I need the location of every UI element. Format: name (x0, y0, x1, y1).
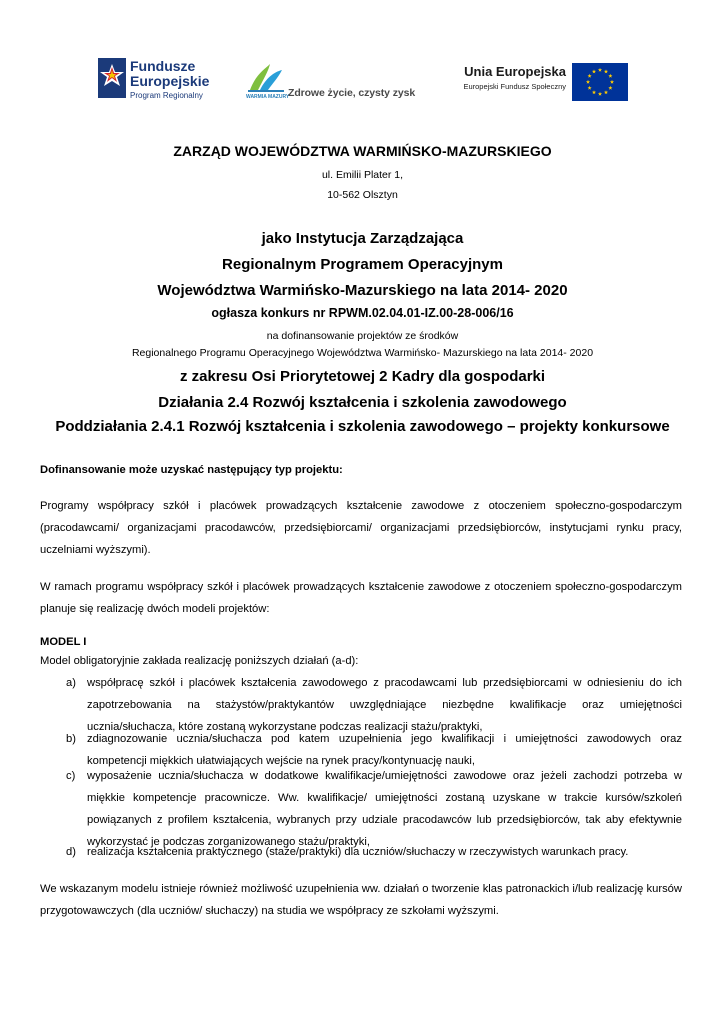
list-item-text: wyposażenie ucznia/słuchacza w dodatkowe kwalifikacje/umiejętności zawodowe oraz jeżeli zachodzi potrzeba w miękkie kompetencje pracownicze. Ww. kwalifikacje/ umiejętności zostaną uzyskane w trakcie kursów/szkoleń powiązanych z profilem kształcenia, wybranych przy udziale pracodawców lub przedsiębiorców, tak aby efektywnie wykorzystać je podczas zorganizowanego stażu/praktyki, (87, 770, 682, 848)
program-title-line1: Regionalnym Programem Operacyjnym (222, 256, 503, 273)
funding-heading: Dofinansowanie może uzyskać następujący typ projektu: (40, 464, 343, 476)
fundusze-europejskie-logo (96, 56, 216, 102)
warmia-mazury-logo (246, 60, 290, 104)
warmia-mazury-name: WARMIA MAZURY (246, 94, 290, 100)
organization-name: ZARZĄD WOJEWÓDZTWA WARMIŃSKO-MAZURSKIEGO (173, 143, 552, 159)
eu-flag-icon (572, 63, 628, 101)
warmia-mazury-icon (246, 60, 286, 96)
warmia-mazury-tagline: Zdrowe życie, czysty zysk (288, 87, 416, 99)
unia-europejska-logo (454, 62, 630, 100)
ue-title: Unia Europejska (464, 64, 566, 79)
list-item (66, 841, 682, 863)
paragraph-project-type: Programy współpracy szkół i placówek prowadzących kształcenie zawodowe z otoczeniem społeczno-gospodarczym (pracodawcami/ organizacjami pracodawców, przedsiębiorcami/ organizacjami przedsiębiorców, instytucjami rynku pracy, uczelniami wyższymi). (40, 500, 682, 556)
fe-subtitle: Program Regionalny (130, 91, 203, 100)
logo-bar (0, 54, 725, 104)
funding-line2: Regionalnego Programu Operacyjnego Województwa Warmińsko- Mazurskiego na lata 2014- 2020 (131, 347, 594, 359)
list-item-text: współpracę szkół i placówek kształcenia zawodowego z pracodawcami lub przedsiębiorcami w odniesieniu do ich zapotrzebowania na stażystów/praktykantów uwzględniające niezbędne kwalifikacje oraz umiejętności ucznia/słuchacza, które zostaną wykorzystane podczas realizacji stażu/praktyki, (87, 677, 682, 733)
model-intro: Model obligatoryjnie zakłada realizację poniższych działań (a-d): (40, 655, 359, 667)
list-item-marker: a) (66, 677, 76, 689)
list-item-marker: c) (66, 770, 76, 782)
fe-title-line2: Europejskie (130, 73, 210, 89)
fe-star-icon (96, 56, 128, 100)
list-item (66, 765, 682, 853)
submeasure-title: Poddziałania 2.4.1 Rozwój kształcenia i szkolenia zawodowego – projekty konkursowe (55, 418, 670, 435)
paragraph-models: W ramach programu współpracy szkół i placówek prowadzących kształcenie zawodowe z otoczeniem społeczno-gospodarczym planuje się realizację dwóch modeli projektów: (40, 581, 682, 615)
list-item-text: zdiagnozowanie ucznia/słuchacza pod katem uzupełnienia jego kwalifikacji i umiejętności zawodowych oraz kompetencji miękkich ułatwiających wejście na rynek pracy/kontynuację nauki, (87, 733, 682, 767)
competition-number: ogłasza konkurs nr RPWM.02.04.01-IZ.00-28-006/16 (211, 306, 514, 320)
paragraph-additional: We wskazanym modelu istnieje również możliwość uzupełnienia ww. działań o tworzenie klas patronackich i/lub realizację kursów przygotowawczych (dla uczniów/ słuchaczy) na studia we współpracy ze szkołami wyższymi. (40, 883, 682, 917)
ue-subtitle: Europejski Fundusz Społeczny (463, 82, 566, 91)
program-title-line2: Województwa Warmińsko-Mazurskiego na lata 2014- 2020 (157, 282, 568, 299)
address-city: 10-562 Olsztyn (327, 189, 398, 201)
funding-line1: na dofinansowanie projektów ze środków (266, 330, 459, 342)
address-street: ul. Emilii Plater 1, (321, 169, 404, 181)
model-heading: MODEL I (40, 636, 87, 648)
list-item-marker: d) (66, 846, 76, 858)
fe-title-line1: Fundusze (130, 58, 196, 74)
role-title: jako Instytucja Zarządzająca (261, 230, 464, 247)
measure-title: Działania 2.4 Rozwój kształcenia i szkolenia zawodowego (158, 394, 567, 411)
priority-axis: z zakresu Osi Priorytetowej 2 Kadry dla gospodarki (179, 368, 546, 385)
list-item-text: realizacja kształcenia praktycznego (staże/praktyki) dla uczniów/słuchaczy w rzeczywistych warunkach pracy. (87, 846, 629, 858)
list-item-marker: b) (66, 733, 76, 745)
